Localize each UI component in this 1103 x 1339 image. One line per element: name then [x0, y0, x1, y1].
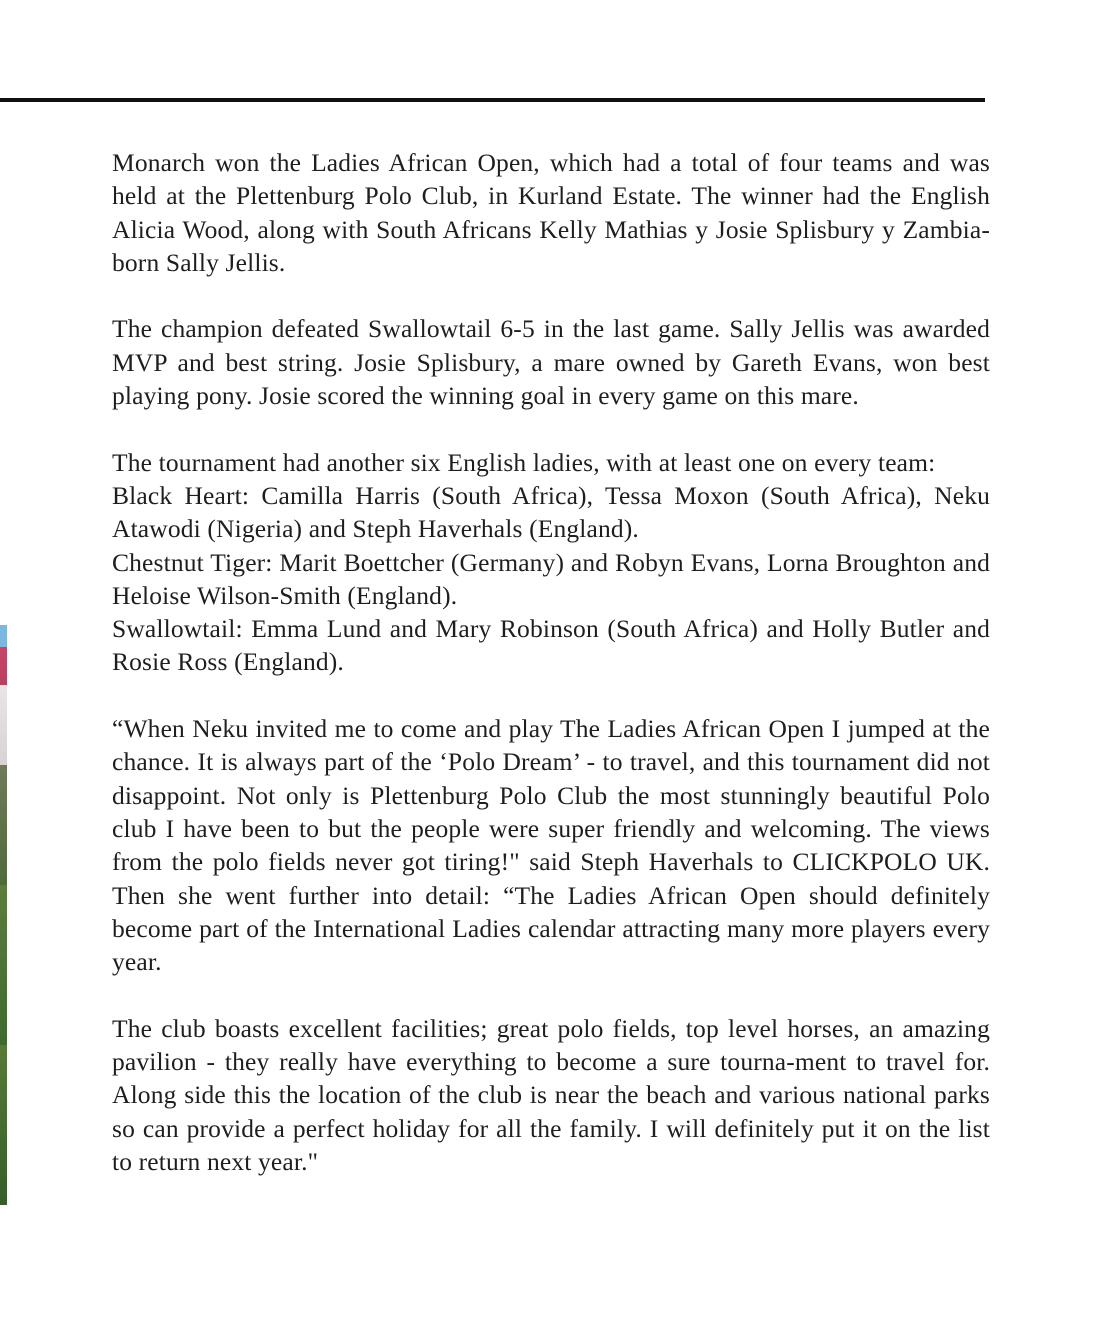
paragraph-tournament-result: Monarch won the Ladies African Open, which had a total of four teams and was held at the Plettenburg Polo Club, in Kurland Estate. The winner had the English Alicia Wood, along with South Africans Kelly Mathias y Josie Splisbury y Zambia-born Sally Jellis. [112, 148, 990, 277]
header-divider-rule [0, 98, 985, 102]
article-body [112, 146, 990, 1212]
team-chestnut-tiger: Chestnut Tiger: Marit Boettcher (Germany) and Robyn Evans, Lorna Broughton and Heloise Wilson-Smith (England). [112, 547, 990, 610]
paragraph-teams-intro: The tournament had another six English ladies, with at least one on every team: [112, 447, 936, 477]
team-swallowtail: Swallowtail: Emma Lund and Mary Robinson (South Africa) and Holly Butler and Rosie Ross (England). [112, 614, 990, 677]
team-black-heart: Black Heart: Camilla Harris (South Africa), Tessa Moxon (South Africa), Neku Atawodi (Nigeria) and Steph Haverhals (England). [112, 480, 990, 544]
cropped-photo-edge [0, 625, 7, 1205]
paragraph-club-facilities: The club boasts excellent facilities; great polo fields, top level horses, an amazing pavilion - they really have everything to become a sure tourna-ment to travel for. Along side this the location of the club is near the beach and various national parks so can provide a perfect holiday for all the family. I will definitely put it on the list to return next year." [112, 1013, 990, 1176]
paragraph-final-game: The champion defeated Swallowtail 6-5 in the last game. Sally Jellis was awarded MVP and best string. Josie Splisbury, a mare owned by Gareth Evans, won best playing pony. Josie scored the winning goal in every game on this mare. [112, 314, 990, 411]
paragraph-quote-haverhals: “When Neku invited me to come and play The Ladies African Open I jumped at the chance. It is always part of the ‘Polo Dream’ - to travel, and this tournament did not disappoint. Not only is Plettenburg Polo Club the most stunningly beautiful Polo club I have been to but the people were super friendly and welcoming. The views from the polo fields never got tiring!" said Steph Haverhals to CLICKPOLO UK. Then she went further into detail: “The Ladies African Open should definitely become part of the International Ladies calendar attracting many more players every year. [112, 714, 990, 977]
